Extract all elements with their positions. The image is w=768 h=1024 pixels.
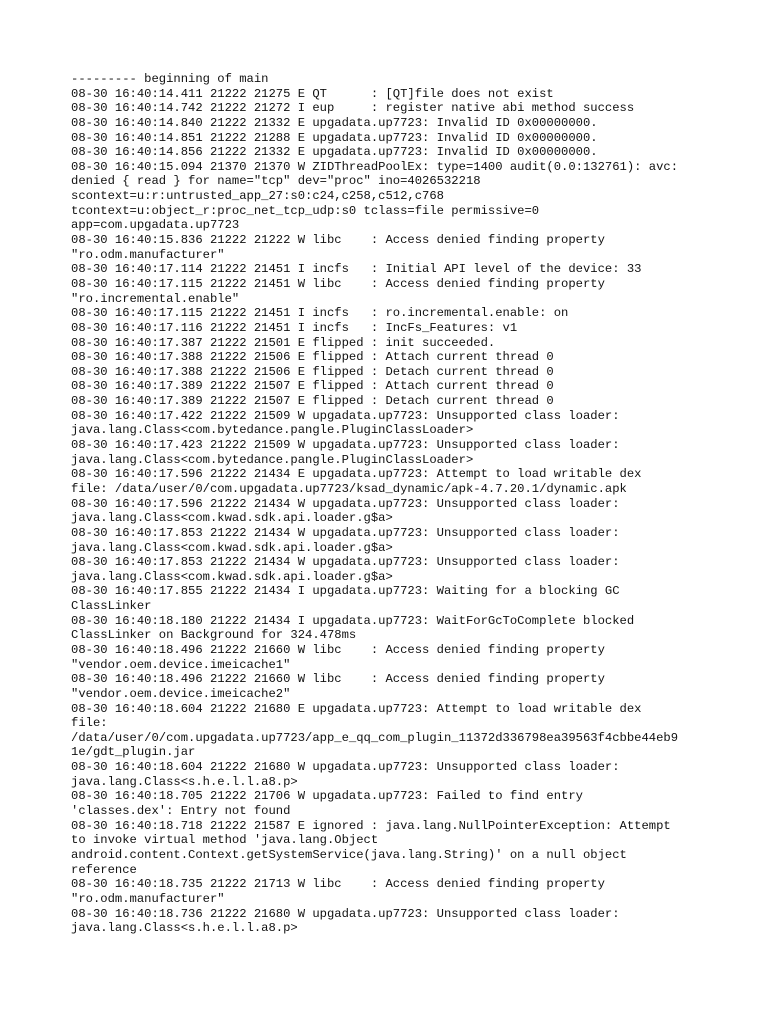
- log-line: 08-30 16:40:18.604 21222 21680 W upgadata.up7723: Unsupported class loader:: [71, 760, 620, 775]
- log-line: 08-30 16:40:18.496 21222 21660 W libc : Access denied finding property: [71, 642, 605, 657]
- log-line: file: /data/user/0/com.upgadata.up7723/ksad_dynamic/apk-4.7.20.1/dynamic.apk: [71, 481, 627, 496]
- log-line: 08-30 16:40:18.735 21222 21713 W libc : Access denied finding property: [71, 877, 605, 892]
- log-line: 08-30 16:40:18.496 21222 21660 W libc : Access denied finding property: [71, 672, 605, 687]
- log-line: "ro.odm.manufacturer": [71, 247, 225, 262]
- log-line: 08-30 16:40:17.389 21222 21507 E flipped : Detach current thread 0: [71, 394, 554, 409]
- log-line: "vendor.oem.device.imeicache2": [71, 686, 291, 701]
- log-line: 08-30 16:40:18.604 21222 21680 E upgadata.up7723: Attempt to load writable dex: [71, 701, 642, 716]
- log-line: 08-30 16:40:17.114 21222 21451 I incfs : Initial API level of the device: 33: [71, 262, 642, 277]
- log-line: android.content.Context.getSystemService(java.lang.String)' on a null object: [71, 847, 627, 862]
- log-line: java.lang.Class<com.kwad.sdk.api.loader.g$a>: [71, 569, 393, 584]
- log-line: "vendor.oem.device.imeicache1": [71, 657, 291, 672]
- log-line: 08-30 16:40:18.180 21222 21434 I upgadata.up7723: WaitForGcToComplete blocked: [71, 613, 635, 628]
- log-line: --------- beginning of main: [71, 72, 269, 86]
- log-line: 08-30 16:40:17.115 21222 21451 I incfs : ro.incremental.enable: on: [71, 306, 569, 321]
- logcat-output: [71, 72, 711, 936]
- log-line: 08-30 16:40:17.116 21222 21451 I incfs : IncFs_Features: v1: [71, 320, 518, 335]
- log-line: "ro.incremental.enable": [71, 291, 240, 306]
- log-line: 08-30 16:40:17.853 21222 21434 W upgadata.up7723: Unsupported class loader:: [71, 525, 620, 540]
- document-page: [71, 72, 711, 936]
- log-line: ClassLinker on Background for 324.478ms: [71, 628, 357, 643]
- log-line: 08-30 16:40:14.856 21222 21332 E upgadata.up7723: Invalid ID 0x00000000.: [71, 145, 598, 160]
- log-line: "ro.odm.manufacturer": [71, 891, 225, 906]
- log-line: 08-30 16:40:14.742 21222 21272 I eup : register native abi method success: [71, 101, 635, 116]
- log-line: java.lang.Class<s.h.e.l.l.a8.p>: [71, 921, 298, 936]
- log-line: scontext=u:r:untrusted_app_27:s0:c24,c258,c512,c768: [71, 189, 444, 204]
- log-line: tcontext=u:object_r:proc_net_tcp_udp:s0 tclass=file permissive=0: [71, 203, 540, 218]
- log-line: reference: [71, 862, 137, 877]
- log-line: app=com.upgadata.up7723: [71, 218, 240, 233]
- log-line: to invoke virtual method 'java.lang.Object: [71, 833, 379, 848]
- log-line: 08-30 16:40:17.389 21222 21507 E flipped : Attach current thread 0: [71, 379, 554, 394]
- log-line: 'classes.dex': Entry not found: [71, 804, 291, 819]
- log-line: java.lang.Class<com.kwad.sdk.api.loader.g$a>: [71, 511, 393, 526]
- log-line: 08-30 16:40:17.855 21222 21434 I upgadata.up7723: Waiting for a blocking GC: [71, 584, 620, 599]
- log-line: 08-30 16:40:14.411 21222 21275 E QT : [QT]file does not exist: [71, 86, 554, 101]
- log-line: 08-30 16:40:17.596 21222 21434 E upgadata.up7723: Attempt to load writable dex: [71, 467, 642, 482]
- log-line: java.lang.Class<com.bytedance.pangle.PluginClassLoader>: [71, 423, 474, 438]
- log-line: /data/user/0/com.upgadata.up7723/app_e_qq_com_plugin_11372d336798ea39563f4cbbe44eb9: [71, 730, 679, 745]
- log-line: java.lang.Class<com.kwad.sdk.api.loader.g$a>: [71, 540, 393, 555]
- log-line: 08-30 16:40:14.840 21222 21332 E upgadata.up7723: Invalid ID 0x00000000.: [71, 115, 598, 130]
- log-line: 08-30 16:40:14.851 21222 21288 E upgadata.up7723: Invalid ID 0x00000000.: [71, 130, 598, 145]
- log-line: 08-30 16:40:15.094 21370 21370 W ZIDThreadPoolEx: type=1400 audit(0.0:132761): avc:: [71, 159, 679, 174]
- log-line: denied { read } for name="tcp" dev="proc" ino=4026532218: [71, 174, 481, 189]
- log-line: 08-30 16:40:18.718 21222 21587 E ignored : java.lang.NullPointerException: Attempt: [71, 818, 671, 833]
- log-line: 08-30 16:40:15.836 21222 21222 W libc : Access denied finding property: [71, 233, 605, 248]
- log-line: 08-30 16:40:17.388 21222 21506 E flipped : Attach current thread 0: [71, 350, 554, 365]
- log-line: file:: [71, 716, 108, 731]
- log-line: 08-30 16:40:17.423 21222 21509 W upgadata.up7723: Unsupported class loader:: [71, 438, 620, 453]
- log-line: 08-30 16:40:17.853 21222 21434 W upgadata.up7723: Unsupported class loader:: [71, 555, 620, 570]
- log-line: 08-30 16:40:17.387 21222 21501 E flipped : init succeeded.: [71, 335, 496, 350]
- log-line: 08-30 16:40:17.115 21222 21451 W libc : Access denied finding property: [71, 276, 605, 291]
- log-line: 08-30 16:40:17.422 21222 21509 W upgadata.up7723: Unsupported class loader:: [71, 408, 620, 423]
- log-line: java.lang.Class<s.h.e.l.l.a8.p>: [71, 774, 298, 789]
- log-line: 08-30 16:40:18.705 21222 21706 W upgadata.up7723: Failed to find entry: [71, 789, 583, 804]
- log-line: 08-30 16:40:18.736 21222 21680 W upgadata.up7723: Unsupported class loader:: [71, 906, 620, 921]
- log-line: java.lang.Class<com.bytedance.pangle.PluginClassLoader>: [71, 452, 474, 467]
- log-line: 08-30 16:40:17.596 21222 21434 W upgadata.up7723: Unsupported class loader:: [71, 496, 620, 511]
- log-line: 08-30 16:40:17.388 21222 21506 E flipped : Detach current thread 0: [71, 364, 554, 379]
- log-line: ClassLinker: [71, 599, 152, 614]
- log-line: 1e/gdt_plugin.jar: [71, 745, 196, 760]
